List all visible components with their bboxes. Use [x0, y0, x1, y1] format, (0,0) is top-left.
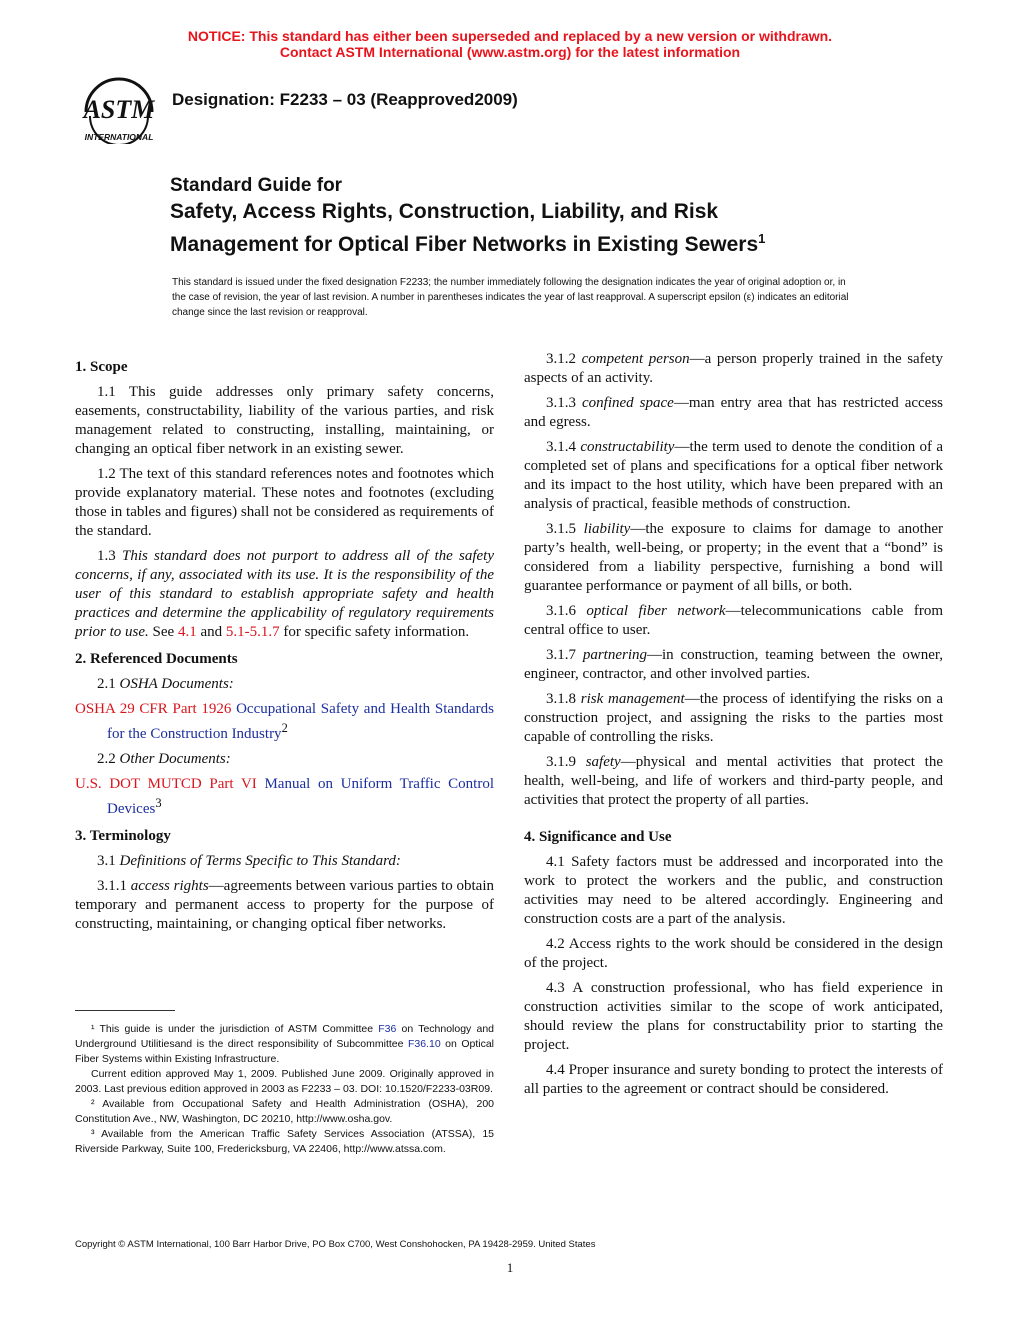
definition-text: —telecommunications cable from central office to user. — [524, 603, 943, 638]
definition-num: 3.1.7 — [546, 647, 576, 663]
para-1-2: 1.2 The text of this standard references notes and footnotes which provide explanatory material. These notes and footnotes (excluding those in tables and figures) shall not be considered as requirements of the standard. — [75, 466, 494, 539]
definition-term: competent person — [581, 351, 690, 367]
footnote-1 — [75, 1022, 494, 1067]
document-title — [170, 174, 890, 258]
para-2-1 — [75, 675, 494, 694]
reference-osha-title[interactable]: Occupational Safety and Health Standards for the Construction Industry — [107, 701, 495, 742]
section-4-heading: 4. Significance and Use — [524, 829, 672, 845]
definition-num: 3.1.8 — [546, 691, 576, 707]
footnote-2: ² Available from Occupational Safety and Health Administration (OSHA), 200 Constitution Ave., NW, Washington, DC 20210, http://www.osha.gov. — [75, 1098, 494, 1125]
para-2-1-num: 2.1 — [97, 676, 116, 692]
footnote-1-part-c: on Optical Fiber Systems within Existing Infrastructure. — [75, 1038, 495, 1065]
para-2-2-label: Other Documents: — [119, 751, 231, 767]
definition-text: —man entry area that has restricted access and egress. — [524, 395, 943, 430]
para-4-1: 4.1 Safety factors must be addressed and incorporated into the work to protect the workers and the public, and construction activities may need to be altered accordingly. Engineering and construction costs are a part of the analysis. — [524, 854, 943, 927]
title-line-1: Standard Guide for — [170, 175, 343, 196]
definition-num: 3.1.2 — [546, 351, 576, 367]
title-line-3-text: Management for Optical Fiber Networks in Existing Sewers — [170, 233, 759, 256]
section-2-heading: 2. Referenced Documents — [75, 651, 238, 667]
definition-term: optical fiber network — [586, 603, 726, 619]
astm-logo-icon — [76, 72, 162, 144]
para-1-3-and: and — [200, 624, 223, 640]
definition-3-1-1 — [75, 877, 494, 934]
title-footnote-mark: 1 — [758, 231, 766, 246]
para-4-2: 4.2 Access rights to the work should be considered in the design of the project. — [524, 936, 943, 971]
para-2-2 — [75, 750, 494, 769]
link-f36[interactable]: F36 — [378, 1023, 397, 1035]
notice-line-1: NOTICE: This standard has either been superseded and replaced by a new version or withdrawn. — [187, 28, 833, 44]
link-4-1[interactable]: 4.1 — [177, 624, 197, 640]
title-line-3 — [170, 225, 890, 258]
reference-mutcd-code[interactable]: U.S. DOT MUTCD Part VI — [75, 776, 257, 792]
definition-text: —the term used to denote the condition of a completed set of plans and specifications for a optical fiber network and its impact to the host utility, which have been prepared with an analysis of practical, feasible methods of construction. — [524, 439, 943, 512]
reference-mutcd-title[interactable]: Manual on Uniform Traffic Control Devices — [107, 776, 495, 817]
definition-text: —a person properly trained in the safety aspects of an activity. — [524, 351, 944, 386]
reference-mutcd-footnote-mark: 3 — [155, 796, 162, 810]
designation: Designation: F2233 – 03 (Reapproved2009) — [172, 90, 518, 109]
notice-banner — [0, 28, 1020, 60]
definition-num: 3.1.5 — [546, 521, 576, 537]
reference-mutcd — [75, 775, 494, 819]
definition-3-1-4 — [524, 438, 943, 514]
definition-term: access rights — [130, 878, 209, 894]
definition-num: 3.1.9 — [546, 754, 576, 770]
definition-term: liability — [583, 521, 631, 537]
definition-3-1-6 — [524, 602, 943, 640]
definition-term: constructability — [580, 439, 675, 455]
para-1-3-num: 1.3 — [97, 548, 116, 564]
footnote-3: ³ Available from the American Traffic Safety Services Association (ATSSA), 15 Riverside Parkway, Suite 100, Fredericksburg, VA 22406, http://www.atssa.com. — [75, 1128, 494, 1155]
definition-3-1-3 — [524, 394, 943, 432]
title-line-2: Safety, Access Rights, Construction, Liability, and Risk — [170, 200, 719, 223]
definition-3-1-9 — [524, 753, 943, 810]
definition-text: —the process of identifying the risks on a construction project, and assigning the risks to the parties most capable of controlling the risks. — [524, 691, 943, 745]
definition-3-1-8 — [524, 690, 943, 747]
para-1-3-see: See — [152, 624, 175, 640]
para-4-4: 4.4 Proper insurance and surety bonding to protect the interests of all parties to the agreement or contract should be considered. — [524, 1062, 943, 1097]
definition-3-1-7 — [524, 646, 943, 684]
definition-3-1-5 — [524, 520, 943, 596]
definition-3-1-2 — [524, 350, 943, 388]
section-1-heading: 1. Scope — [75, 359, 128, 375]
logo-mark-text: ASTM — [83, 95, 155, 124]
para-4-3: 4.3 A construction professional, who has field experience in construction activities similar to the scope of work anticipated, should review the plans for constructability prior to starting the project. — [524, 980, 943, 1053]
definition-num: 3.1.1 — [97, 878, 127, 894]
left-column — [75, 350, 494, 940]
definition-text: —in construction, teaming between the owner, engineer, contractor, and other involved parties. — [524, 647, 944, 682]
footnote-1-part-a: ¹ This guide is under the jurisdiction of ASTM Committee — [91, 1023, 374, 1035]
right-column — [524, 350, 943, 1105]
para-2-1-label: OSHA Documents: — [119, 676, 234, 692]
page-number: 1 — [506, 1260, 514, 1275]
definition-num: 3.1.6 — [546, 603, 576, 619]
link-5-1[interactable]: 5.1-5.1.7 — [225, 624, 280, 640]
definition-term: confined space — [582, 395, 674, 411]
section-3-heading: 3. Terminology — [75, 828, 171, 844]
footnote-1-part-b: on Technology and Underground Utilitiesand is the direct responsibility of Subcommittee — [75, 1023, 494, 1050]
para-2-2-num: 2.2 — [97, 751, 116, 767]
definition-text: —agreements between various parties to obtain temporary and permanent access to property for the purpose of constructing, maintaining, or changing optical fiber networks. — [75, 878, 494, 932]
definition-num: 3.1.4 — [546, 439, 576, 455]
definition-term: safety — [585, 754, 621, 770]
reference-osha — [75, 700, 494, 744]
definition-term: risk management — [580, 691, 685, 707]
reference-osha-code[interactable]: OSHA 29 CFR Part 1926 — [75, 701, 232, 717]
definition-text: —the exposure to claims for damage to another party’s health, well-being, or property; in the event that a “bond” is considered from a liability perspective, furnishing a bond will guarantee performance or payment of all bills, or both. — [524, 521, 943, 594]
para-1-3-italic: This standard does not purport to address all of the safety concerns, if any, associated with its use. It is the responsibility of the user of this standard to establish appropriate safety and health practices and determine the applicability of regulatory requirements prior to use. — [75, 548, 495, 640]
footnote-divider — [75, 1010, 175, 1011]
para-1-1: 1.1 This guide addresses only primary safety concerns, easements, constructability, liability of the various parties, and risk management related to constructing, installing, maintaining, or changing an optical fiber network in an existing sewer. — [75, 384, 494, 457]
definition-text: —physical and mental activities that protect the health, well-being, and life of workers and third-party people, and activities that protect the property of all parties. — [524, 754, 943, 808]
para-3-1-num: 3.1 — [97, 853, 116, 869]
definition-term: partnering — [582, 647, 648, 663]
para-1-3 — [75, 547, 494, 642]
reference-osha-footnote-mark: 2 — [281, 721, 288, 735]
copyright: Copyright © ASTM International, 100 Barr Harbor Drive, PO Box C700, West Conshohocken, PA 19428-2959. United States — [75, 1239, 596, 1250]
logo-sub-text: INTERNATIONAL — [84, 132, 154, 142]
para-1-3-end: for specific safety information. — [283, 624, 470, 640]
para-3-1 — [75, 852, 494, 871]
footnote-1-edition: Current edition approved May 1, 2009. Published June 2009. Originally approved in 2003. Last previous edition approved in 2003 as F2233 – 03. DOI: 10.1520/F2233-03R09. — [75, 1068, 494, 1095]
link-f36-10[interactable]: F36.10 — [407, 1038, 441, 1050]
notice-line-2: Contact ASTM International (www.astm.org) for the latest information — [279, 44, 741, 60]
para-3-1-label: Definitions of Terms Specific to This Standard: — [119, 853, 401, 869]
issue-note: This standard is issued under the fixed designation F2233; the number immediately following the designation indicates the year of original adoption or, in the case of revision, the year of last revision. A number in parentheses indicates the year of last reapproval. A superscript epsilon (ε) indicates an editorial change since the last revision or reapproval. — [172, 277, 849, 318]
definition-num: 3.1.3 — [546, 395, 576, 411]
footnotes — [75, 1022, 494, 1157]
